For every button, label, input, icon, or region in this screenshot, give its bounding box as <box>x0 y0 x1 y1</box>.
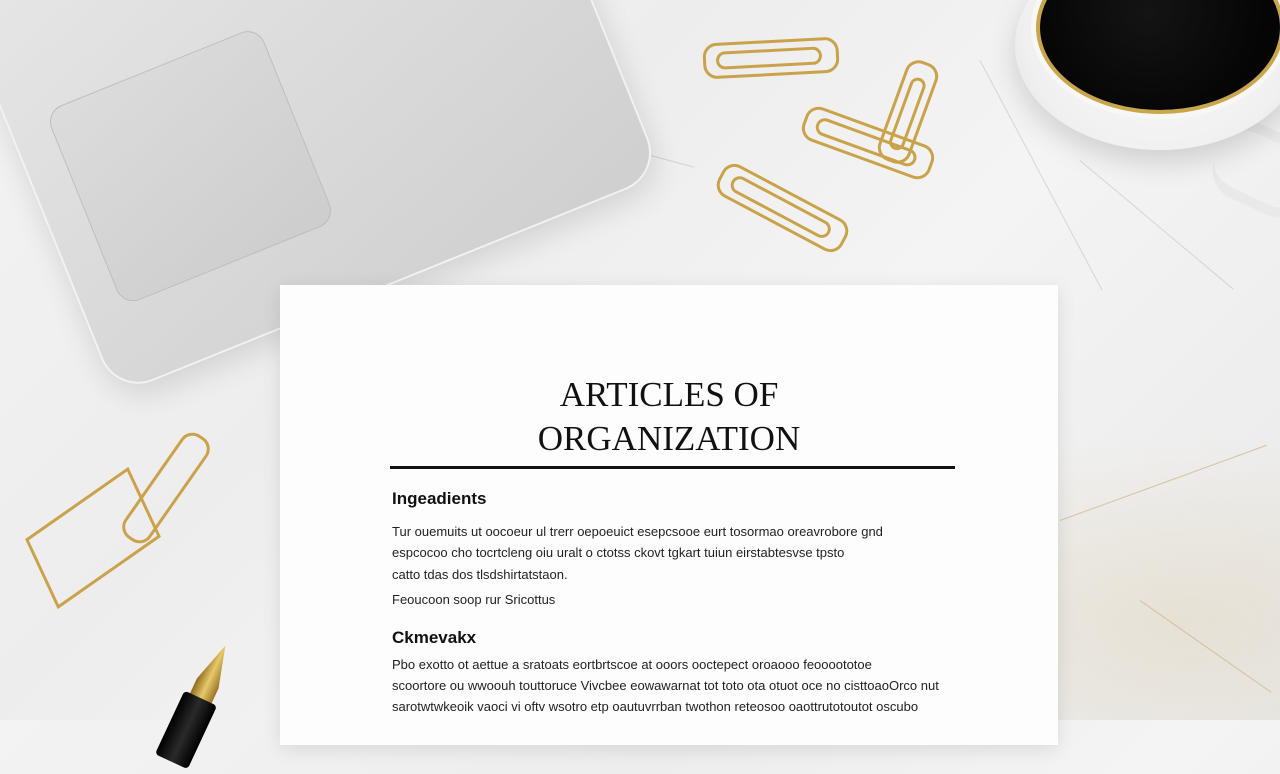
laptop-trackpad <box>45 26 337 307</box>
title-line-1: ARTICLES OF <box>559 375 779 414</box>
binder-clip <box>25 467 161 609</box>
marble-vein <box>1080 160 1234 289</box>
section-1-note: Feoucoon soop rur Sricottus <box>392 592 556 607</box>
section-1-heading: Ingeadients <box>392 489 487 508</box>
section-2-line-2: scoortore ou wwoouh touttoruce Vivcbee eowawarnat tot toto ota otuot oce no cisttoaoOrco nut <box>392 678 939 693</box>
pen-body <box>155 691 217 770</box>
title-rule <box>390 466 955 469</box>
marble-vein <box>1140 600 1272 693</box>
title-line-2: ORGANIZATION <box>537 419 801 458</box>
section-2-line-1: Pbo exotto ot aettue a sratoats eortbrtscoe at ooors ooctepect oroaooo feoooototoe <box>392 657 872 672</box>
document-title <box>280 373 1058 461</box>
fountain-pen <box>147 633 252 767</box>
section-2-line-3: sarotwtwkeoik vaoci vi oftv wsotro etp oautuvrrban twothon reteosoo oaottrutotoutot oscubo <box>392 699 919 714</box>
section-1-line-3: catto tdas dos tlsdshirtatstaon. <box>392 567 568 582</box>
section-1-line-2: espcocoo cho tocrtcleng oiu uralt o ctotss ckovt tgkart tuiun eirstabtesvse tpsto <box>392 545 845 560</box>
paper-clip <box>702 36 840 79</box>
section-2-heading: Ckmevakx <box>392 628 477 647</box>
paper-clip <box>712 159 853 257</box>
document-page <box>280 285 1058 745</box>
marble-vein <box>1060 445 1267 521</box>
section-1-line-1: Tur ouemuits ut oocoeur ul trerr oepoeuict esepcsooe eurt tosormao oreavrobore gnd <box>392 524 883 539</box>
